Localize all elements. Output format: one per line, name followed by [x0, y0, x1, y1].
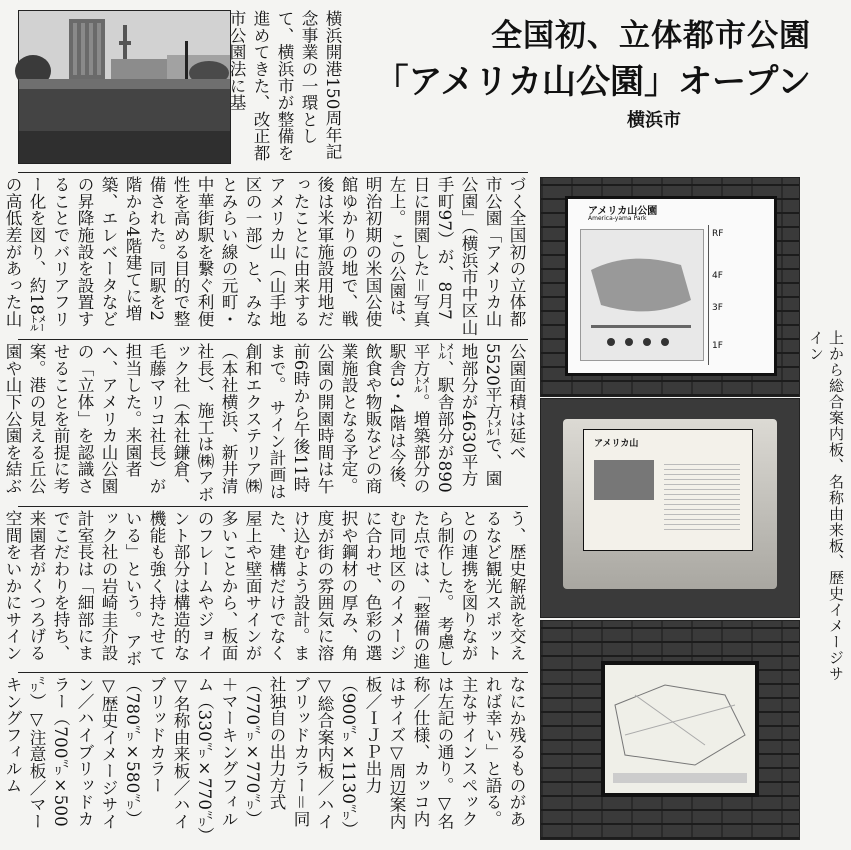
name-origin-board [583, 429, 753, 551]
article-para-a1: づく全国初の立体都市公園「アメリカ山公園」（横浜市中区山手町97）が、8月7日に開園した＝写真左上。 [387, 176, 526, 336]
article-para-a2: この公園は、明治初期の米国公使館ゆかりの地で、戦後は米軍施設用地だったことに由来するアメリカ山（山手地区の一部）と、みなとみらい線の元町・中華街駅を繋ぐ利便性を高める目的で整備された。同駅を2階から4階建てに増築、エレベータなどの昇降施設を設置することでバリアフリー化を図り、約18㍍の高低差があった山 [3, 176, 406, 333]
history-image-board [601, 661, 759, 797]
article-para-c1: う、歴史解説を交えるなど観光スポットとの連携を図りながら制作した。 [435, 510, 526, 662]
divider [18, 172, 528, 173]
divider [18, 672, 528, 673]
article-tier1 [3, 176, 528, 336]
divider [18, 339, 528, 340]
sign-photo-name-origin [540, 398, 800, 618]
article-para-d1: なにか残るものがあれば幸い」と語る。 [483, 676, 526, 828]
byline-city: 横浜市 [627, 110, 681, 131]
divider [18, 506, 528, 507]
article-tier3 [3, 510, 528, 670]
park-photo [18, 10, 231, 164]
sign-photo-history-image [540, 620, 800, 840]
article-para-c3: アボック社の岩崎圭介設計室長は「細部にまでこだわりを持ち、来園者がくつろげる空間をいかにサイン [3, 510, 142, 667]
headline-line2: 「アメリカ山公園」オープン [374, 62, 811, 102]
floor-label-3f: 3F [712, 303, 723, 313]
floor-label-rf: RF [712, 229, 724, 239]
article-para-d2: 主なサインスペックは左記の通り。▽名称／仕様、カッコ内はサイズ▽周辺案内板／ＩＪＰ出力（900㍉×1130㍉）▽総合案内板／ハイブリッドカラー＝同社独自の出力方式（770㍉×770㍉）＋マーキングフィルム（330㍉×770㍉）▽名称由来板／ハイブリッドカラー（780㍉×580㍉）▽歴史イメージサイン／ハイブリッドカラー（700㍉×500㍉）▽注意板／マーキングフィルム [3, 676, 478, 838]
sign1-title: アメリカ山公園 [588, 206, 658, 217]
article-top-column: 横浜開港150周年記念事業の一環として、横浜市が整備を進めてきた、改正都市公園法に基 [227, 10, 342, 162]
headline [361, 14, 811, 136]
sign2-title: アメリカ山 [594, 439, 639, 449]
floor-label-1f: 1F [712, 341, 723, 351]
sign1-subtitle: America-yama Park [588, 215, 647, 222]
sign-photo-general-guide [540, 177, 800, 397]
article-para-c2: 考慮した点では、「整備の進む同地区のイメージに合わせ、色彩の選択や鋼材の厚み、角度が街の雰囲気に溶け込むよう設計。また、建構だけでなく屋上や壁面サインが多いことから、板面のフレームやジョイント部分は構造的な機能も強く持たせている」という。 [123, 510, 454, 670]
sign1-map [580, 229, 704, 361]
floor-label-4f: 4F [712, 271, 723, 281]
headline-line1: 全国初、立体都市公園 [491, 18, 811, 54]
park-photo-image [19, 11, 230, 163]
article-para-b1: 公園面積は延べ5520平方㍍で、園地部分が4630平方㍍、駅舎部分が890平方㍍。増築部分の駅舎3・4階は今後、飲食や物販などの商業施設となる予定。公園の開園時間は午前6時から午後11時まで。 [267, 343, 526, 499]
photo-caption: 上から総合案内板、名称由来板、歴史イメージサイン [807, 330, 845, 682]
article-tier4 [3, 676, 528, 841]
article-tier2 [3, 343, 528, 503]
article-para-b2: サイン計画は創和エクステリア㈱（本社横浜、新井清社長）、施工は㈱アボック社（本社鎌倉、毛藤マリコ社長）が担当した。来園者へ、アメリカ山公園の「立体」を認識させることを前提に考案。港の見える丘公園や山下公園を結ぶ [3, 343, 286, 503]
general-guide-board [565, 196, 777, 376]
